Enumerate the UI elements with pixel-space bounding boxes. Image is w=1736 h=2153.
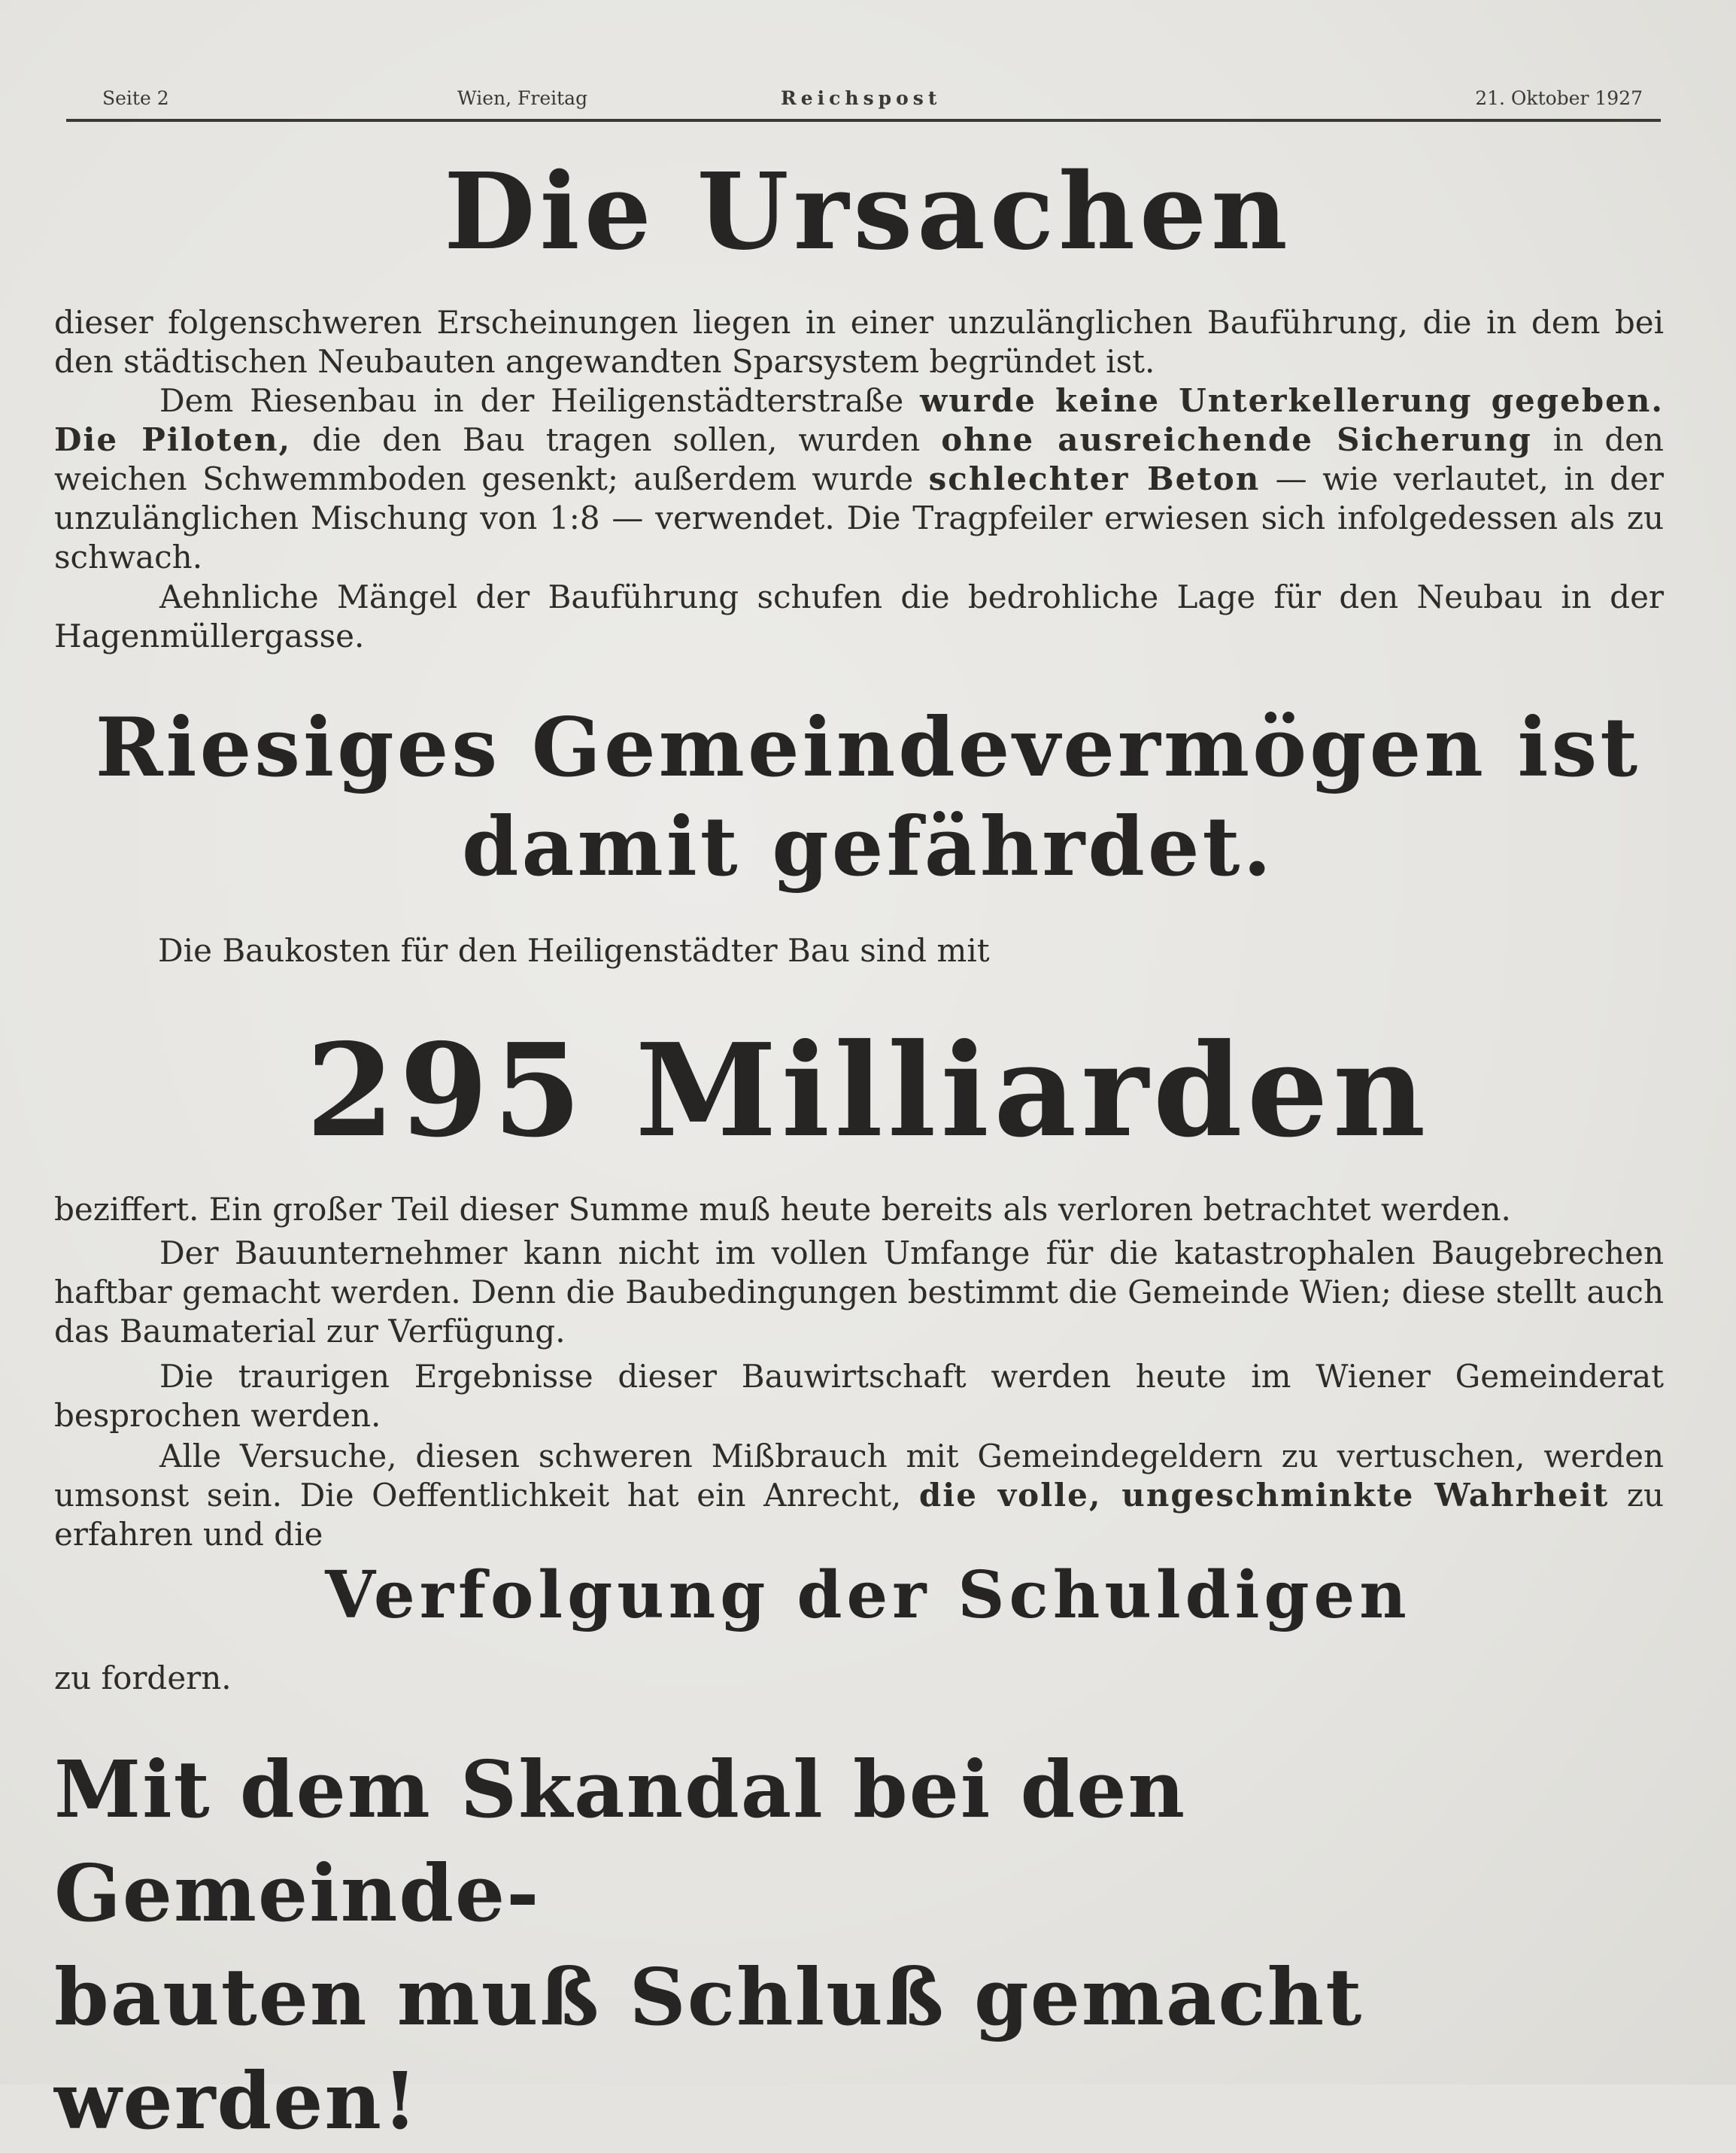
riesenbau-text-1: Dem Riesenbau in der Heiligenstädterstraße	[159, 382, 921, 419]
page-header	[66, 81, 1661, 119]
riesenbau-text-4: in den weichen Schwemmboden gesenkt; außerdem wurde	[54, 421, 1664, 497]
versuche-text-1: Alle Versuche, diesen schweren Mißbrauch mit Gemeindegeldern zu vertuschen, werden umsonst sein. Die Oeffentlichkeit hat ein Anrecht,	[54, 1438, 1664, 1514]
paragraph-ergebnisse: Die traurigen Ergebnisse dieser Bauwirtschaft werden heute im Wiener Gemeinderat besprochen werden.	[54, 1358, 1664, 1434]
headline-vermoegen-line-2: damit gefährdet.	[461, 800, 1275, 894]
headline-skandal-line-2: bauten muß Schluß gemacht werden!	[54, 1951, 1364, 2147]
headline-milliarden: 295 Milliarden	[305, 1016, 1431, 1166]
paragraph-riesenbau	[54, 381, 1664, 577]
header-page-number: Seite 2	[102, 87, 169, 109]
riesenbau-bold-3: ohne ausreichende Sicherung	[941, 421, 1532, 458]
riesenbau-text-5: — wie verlautet, in der unzulänglichen Mischung von 1:8 — verwendet. Die Tragpfeiler erwiesen sich infolgedessen als zu schwach.	[54, 460, 1664, 575]
headline-verfolgung: Verfolgung der Schuldigen	[325, 1557, 1411, 1633]
headline-causes: Die Ursachen	[444, 150, 1292, 274]
header-place-day: Wien, Freitag	[457, 87, 588, 109]
riesenbau-bold-2: Die Piloten,	[54, 421, 292, 458]
paragraph-beziffert: beziffert. Ein großer Teil dieser Summe muß heute bereits als verloren betrachtet werden.	[54, 1191, 1511, 1228]
riesenbau-text-3: die den Bau tragen sollen, wurden	[291, 421, 942, 458]
header-rule	[66, 119, 1661, 122]
header-date: 21. Oktober 1927	[1475, 87, 1643, 109]
paragraph-baukosten: Die Baukosten für den Heiligenstädter Bau sind mit	[158, 932, 990, 969]
paragraph-causes: dieser folgenschweren Erscheinungen liegen in einer unzulänglichen Bauführung, die in dem bei den städtischen Neubauten angewandten Sparsystem begründet ist.	[54, 304, 1664, 380]
versuche-text-2: zu erfahren und die	[54, 1477, 1664, 1553]
paragraph-bauunternehmer: Der Bauunternehmer kann nicht im vollen Umfange für die katastrophalen Baugebrechen haftbar gemacht werden. Denn die Baubedingungen bestimmt die Gemeinde Wien; diese stellt auch das Baumaterial zur Verfügung.	[54, 1234, 1664, 1350]
headline-vermoegen-line-1: Riesiges Gemeindevermögen ist	[95, 700, 1641, 795]
headline-vermoegen	[0, 698, 1736, 897]
paragraph-fordern: zu fordern.	[54, 1660, 232, 1696]
paragraph-versuche	[54, 1437, 1664, 1554]
headline-skandal	[54, 1738, 1679, 2153]
header-paper-name: Reichspost	[781, 87, 942, 109]
headline-skandal-line-1: Mit dem Skandal bei den Gemeinde-	[54, 1743, 1187, 1939]
riesenbau-bold-4: schlechter Beton	[928, 460, 1261, 497]
riesenbau-bold-1: wurde keine Unterkellerung gegeben.	[920, 382, 1664, 419]
paragraph-hagenmuellergasse: Aehnliche Mängel der Bauführung schufen die bedrohliche Lage für den Neubau in der Hagenmüllergasse.	[54, 578, 1664, 654]
versuche-bold-1: die volle, ungeschminkte Wahrheit	[918, 1477, 1610, 1514]
